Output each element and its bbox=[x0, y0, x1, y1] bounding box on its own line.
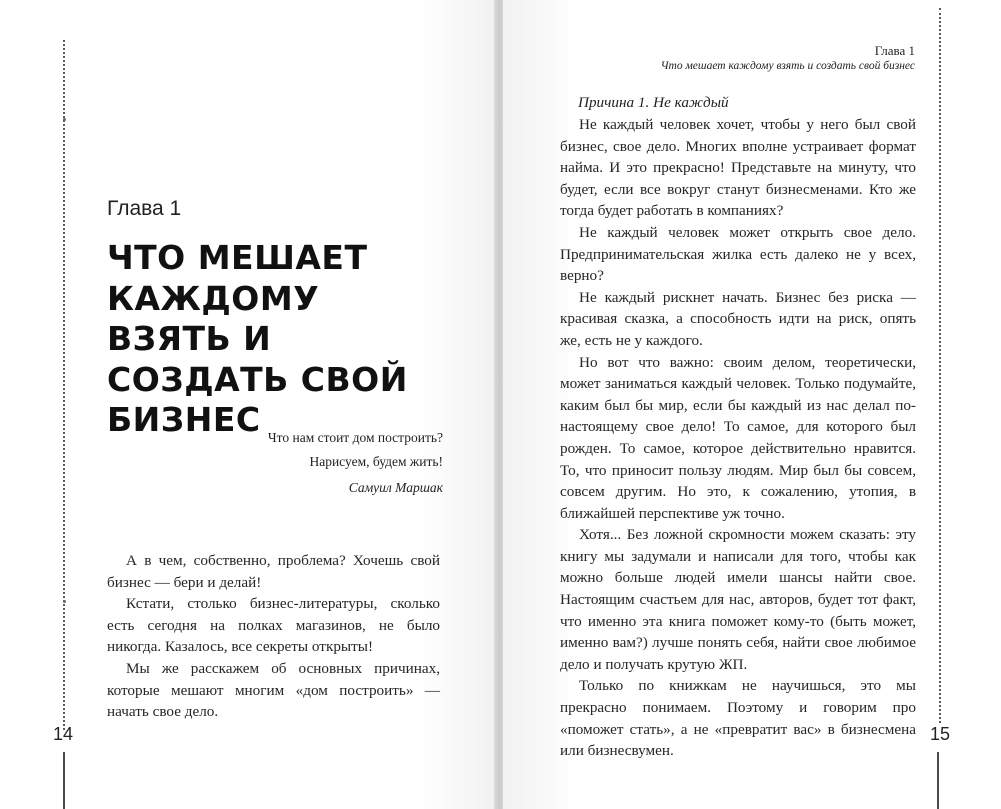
chapter-label: Глава 1 bbox=[107, 197, 182, 220]
running-head-chapter: Глава 1 bbox=[874, 43, 915, 58]
left-rule-tick bbox=[63, 118, 66, 121]
left-solid-margin-rule bbox=[63, 752, 65, 809]
epigraph-author: Самуил Маршак bbox=[348, 480, 443, 495]
running-head bbox=[661, 43, 915, 73]
left-page bbox=[0, 0, 496, 809]
paragraph: Только по книжкам не научишься, это мы прекрасно понимаем. Поэтому и говорим про «поможет стать», а не «превратит вас» в бизнесмена или бизнесвумен. bbox=[560, 677, 916, 760]
right-dotted-margin-rule bbox=[939, 8, 941, 723]
paragraph: Не каждый человек может открыть свое дело. Предпринимательская жилка есть далеко не у всех, верно? bbox=[560, 223, 916, 285]
right-body-text bbox=[560, 114, 916, 762]
paragraph: Не каждый рискнет начать. Бизнес без риска — красивая сказка, а способность идти на риск, опять же, есть не у каждого. bbox=[560, 288, 916, 349]
paragraph: Но вот что важно: своим делом, теоретически, может заниматься каждый человек. Только подумайте, каким был бы мир, если бы каждый из нас делал по-настоящему свое дело! То самое, для которого был рожден. То самое, которое действительно нравится. То, что приносит пользу людям. Мир был бы совсем, совсем другим. Но это, к сожалению, утопия, в ближайшей перспективе уж точно. bbox=[560, 353, 916, 522]
right-solid-margin-rule bbox=[937, 752, 939, 809]
paragraph: Мы же расскажем об основных причинах, которые мешают многим «дом построить» — начать свое дело. bbox=[107, 659, 440, 721]
chapter-title: ЧТО МЕШАЕТ КАЖДОМУ ВЗЯТЬ И СОЗДАТЬ СВОЙ БИЗНЕС bbox=[107, 238, 408, 439]
paragraph: Кстати, столько бизнес-литературы, сколько есть сегодня на полках магазинов, не было никогда. Казалось, все секреты открыты! bbox=[107, 595, 440, 656]
epigraph bbox=[143, 426, 443, 502]
page-number-left: 14 bbox=[53, 724, 74, 744]
section-heading: Причина 1. Не каждый bbox=[578, 94, 729, 111]
left-dotted-margin-rule bbox=[63, 40, 65, 730]
epigraph-line: Нарисуем, будем жить! bbox=[309, 454, 443, 469]
paragraph: А в чем, собственно, проблема? Хочешь свой бизнес — бери и делай! bbox=[107, 552, 440, 591]
left-rule-tick bbox=[63, 600, 66, 603]
epigraph-line: Что нам стоит дом построить? bbox=[267, 430, 443, 445]
paragraph: Не каждый человек хочет, чтобы у него был свой бизнес, свое дело. Многих вполне устраивает формат найма. И это прекрасно! Представьте на минуту, что будет, если все вокруг станут бизнесменами. Кто же тогда будет работать в компаниях? bbox=[560, 116, 916, 220]
running-head-title: Что мешает каждому взять и создать свой бизнес bbox=[660, 60, 915, 72]
left-body-text bbox=[107, 550, 440, 723]
paragraph: Хотя... Без ложной скромности можем сказать: эту книгу мы задумали и написали для того, чтобы как можно больше людей имели шансы найти свое. Настоящим счастьем для нас, авторов, будет тот факт, что именно эта книга поможет кому-то (быть может, именно вам?) лучше понять себя, найти свое любимое дело и получать крутую ЖП. bbox=[560, 526, 916, 673]
page-number-right: 15 bbox=[930, 724, 951, 744]
